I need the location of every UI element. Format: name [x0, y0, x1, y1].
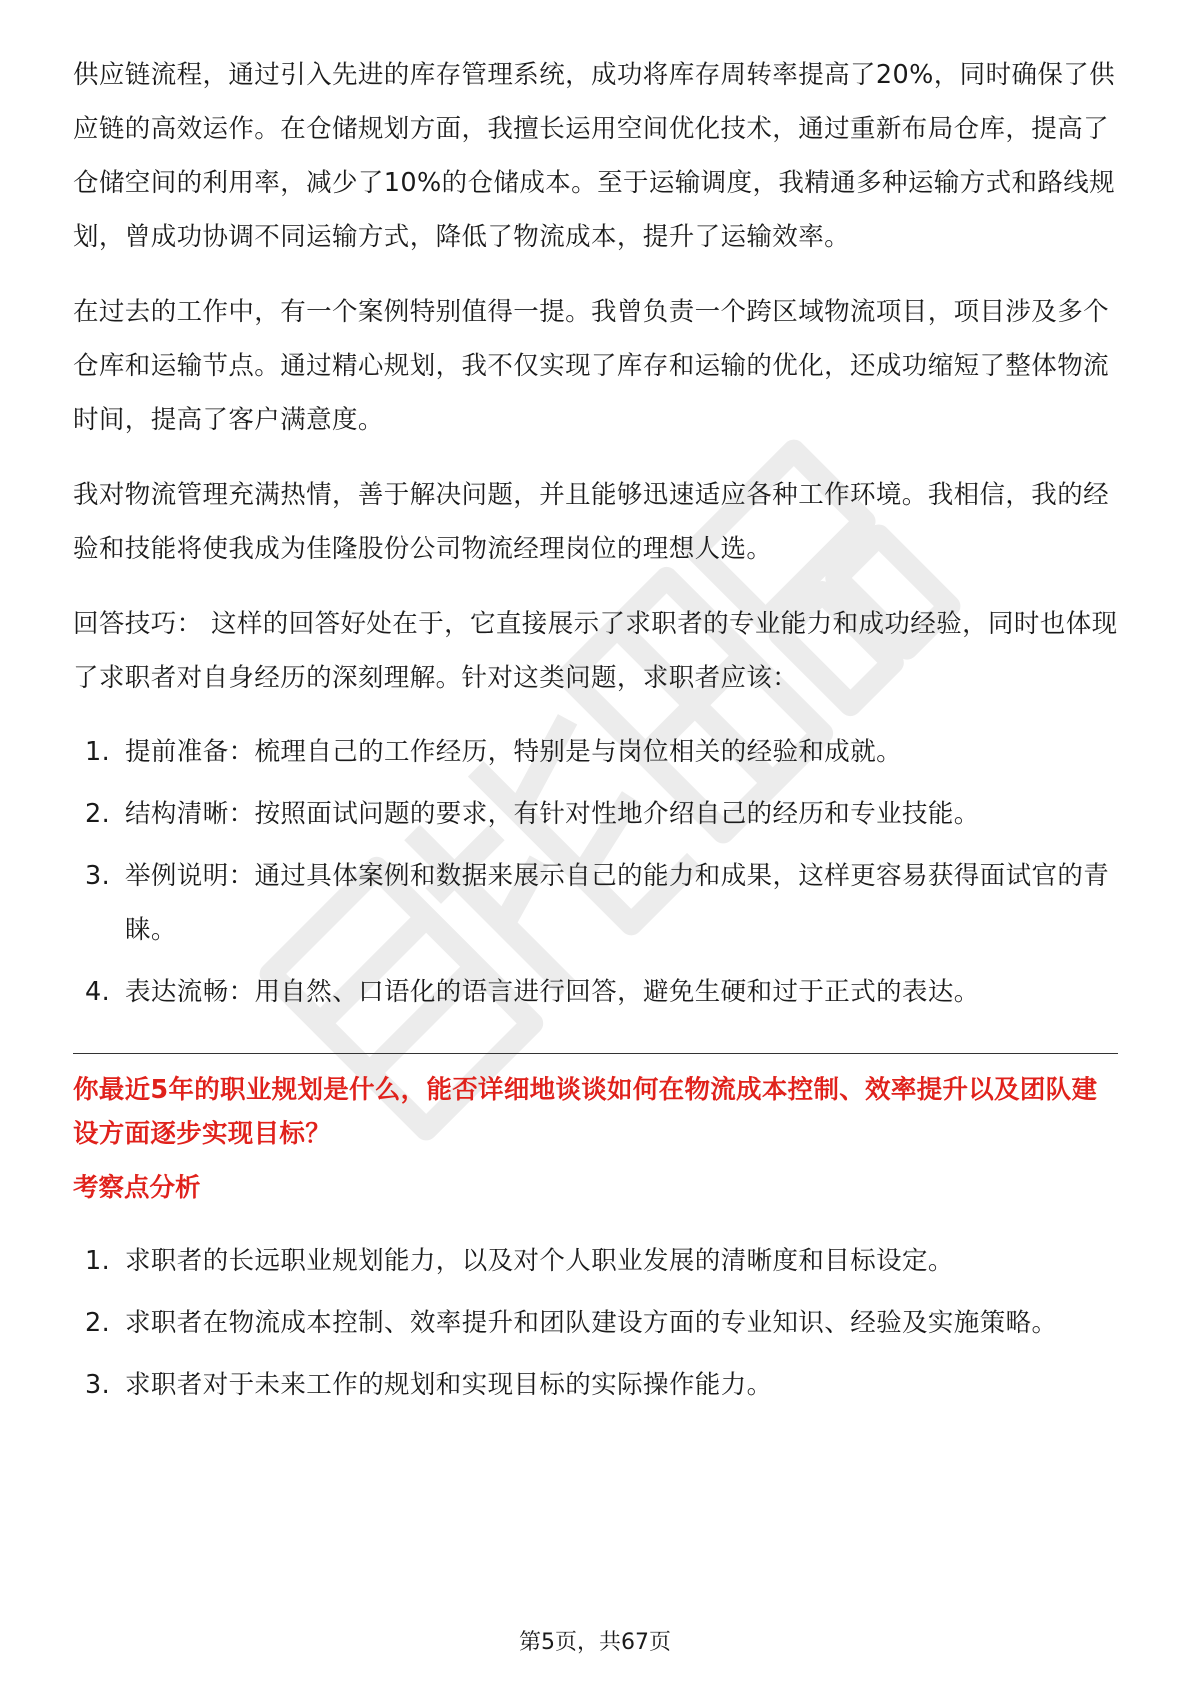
list-item-text: 提前准备：梳理自己的工作经历，特别是与岗位相关的经验和成就。 [125, 737, 903, 767]
list-item [73, 1234, 1118, 1288]
list-item [73, 1296, 1118, 1350]
interview-question: 你最近5年的职业规划是什么，能否详细地谈谈如何在物流成本控制、效率提升以及团队建设方面逐步实现目标？ [73, 1075, 1098, 1149]
list-item-number: 1. [85, 1246, 111, 1276]
list-item-text: 求职者的长远职业规划能力，以及对个人职业发展的清晰度和目标设定。 [125, 1246, 954, 1276]
analysis-list [73, 1234, 1118, 1412]
answer-tips: 回答技巧： 这样的回答好处在于，它直接展示了求职者的专业能力和成功经验，同时也体现了求职者对自身经历的深刻理解。针对这类问题，求职者应该： [73, 609, 1118, 693]
main-content [73, 48, 1118, 1412]
page-number-footer: 第5页，共67页 [519, 1630, 671, 1655]
list-item-text: 求职者在物流成本控制、效率提升和团队建设方面的专业知识、经验及实施策略。 [125, 1308, 1058, 1338]
list-item-text: 求职者对于未来工作的规划和实现目标的实际操作能力。 [125, 1370, 773, 1400]
tips-list [73, 725, 1118, 1019]
list-item [73, 965, 1118, 1019]
answer-paragraph-1: 供应链流程，通过引入先进的库存管理系统，成功将库存周转率提高了20%，同时确保了供应链的高效运作。在仓储规划方面，我擅长运用空间优化技术，通过重新布局仓库，提高了仓储空间的利用率，减少了10%的仓储成本。至于运输调度，我精通多种运输方式和路线规划，曾成功协调不同运输方式，降低了物流成本，提升了运输效率。 [73, 60, 1116, 252]
list-item-number: 4. [85, 977, 111, 1007]
list-item-number: 3. [85, 861, 111, 891]
list-item-number: 2. [85, 1308, 111, 1338]
list-item [73, 787, 1118, 841]
list-item-number: 1. [85, 737, 111, 767]
answer-paragraph-2: 在过去的工作中，有一个案例特别值得一提。我曾负责一个跨区域物流项目，项目涉及多个仓库和运输节点。通过精心规划，我不仅实现了库存和运输的优化，还成功缩短了整体物流时间，提高了客户满意度。 [73, 297, 1110, 435]
list-item-text: 结构清晰：按照面试问题的要求，有针对性地介绍自己的经历和专业技能。 [125, 799, 980, 829]
list-item-number: 2. [85, 799, 111, 829]
section-divider [73, 1053, 1118, 1054]
list-item-number: 3. [85, 1370, 111, 1400]
list-item-text: 表达流畅：用自然、口语化的语言进行回答，避免生硬和过于正式的表达。 [125, 977, 980, 1007]
list-item [73, 849, 1118, 957]
list-item-text: 举例说明：通过具体案例和数据来展示自己的能力和成果，这样更容易获得面试官的青睐。 [125, 861, 1110, 945]
list-item [73, 1358, 1118, 1412]
analysis-title: 考察点分析 [73, 1173, 201, 1203]
answer-paragraph-3: 我对物流管理充满热情，善于解决问题，并且能够迅速适应各种工作环境。我相信，我的经验和技能将使我成为佳隆股份公司物流经理岗位的理想人选。 [73, 480, 1110, 564]
list-item [73, 725, 1118, 779]
